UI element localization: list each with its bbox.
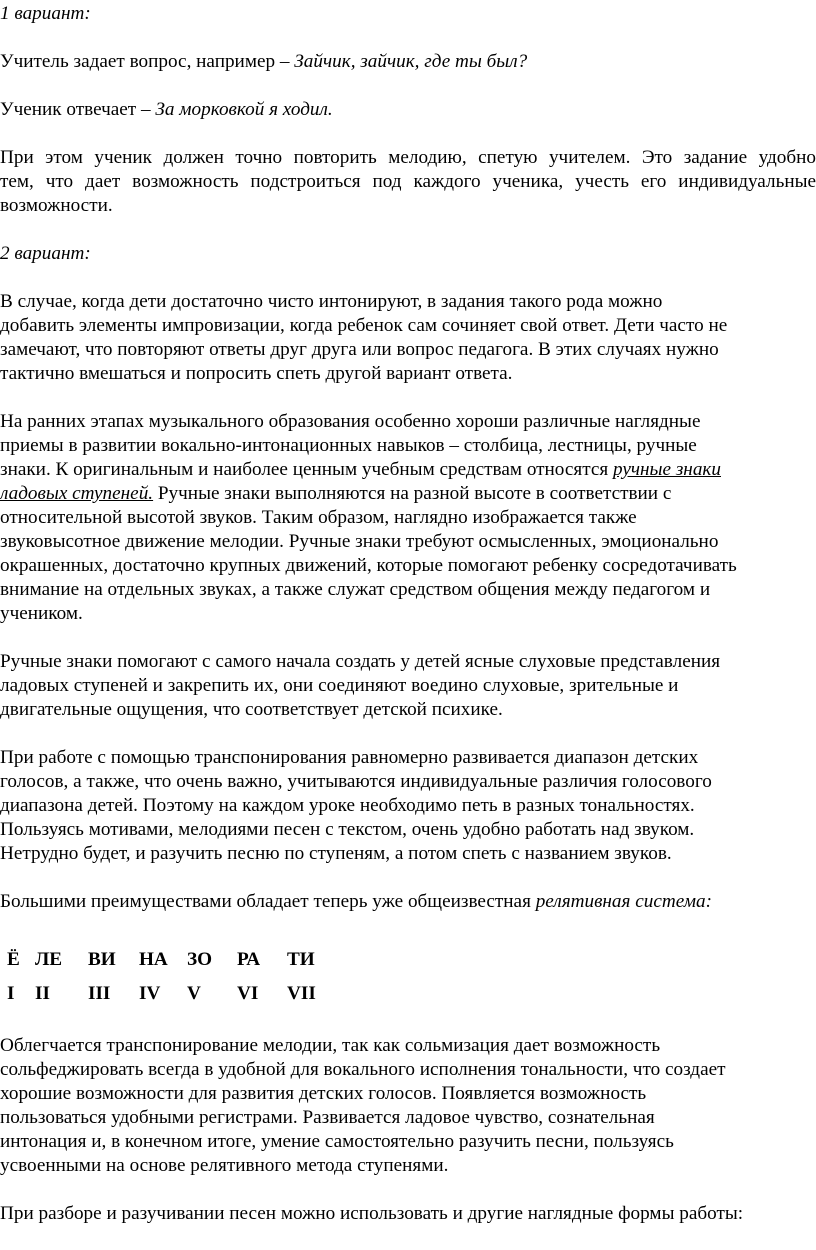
degree-cell: V — [187, 983, 201, 1004]
syllable-cell: ЛЕ — [35, 949, 63, 970]
syllable-cell: РА — [237, 949, 261, 970]
hand-signs-link[interactable]: ручные знаки — [612, 459, 721, 480]
degree-cell: VII — [287, 983, 316, 1004]
syllable-cell: ТИ — [287, 949, 315, 970]
syllable-cell: ЗО — [187, 949, 213, 970]
paragraph-8: При разборе и разучивании песен можно использовать и другие наглядные формы работы: — [0, 1203, 744, 1224]
degree-cell: VI — [237, 983, 259, 1004]
student-answer: Ученик отвечает – За морковкой я ходил. — [0, 99, 333, 120]
syllable-cell: НА — [139, 949, 168, 970]
degree-cell: II — [35, 983, 50, 1004]
question-quote: Зайчик, зайчик, где ты был? — [294, 51, 528, 72]
paragraph-7: Облегчается транспонирование мелодии, так как сольмизация дает возможность сольфеджировать всегда в удобной для вокального исполнения тональности, что создает хорошие возможности для развития детских голосов. Появляется возможность пользоваться удобными регистрами. Развивается ладовое чувство, сознательная интонация и, в конечном итоге, умение самостоятельно разучить песни, пользуясь усвоенными на основе релятивного метода ступенями. — [0, 1035, 726, 1176]
variant-1-heading: 1 вариант: — [0, 3, 91, 24]
degree-cell: I — [7, 983, 15, 1004]
degree-cell: III — [88, 983, 111, 1004]
solfege-table — [7, 948, 327, 1016]
relative-system-term: релятивная система: — [535, 891, 712, 912]
syllable-cell: ВИ — [88, 949, 116, 970]
answer-quote: За морковкой я ходил. — [155, 99, 333, 120]
paragraph-2: В случае, когда дети достаточно чисто интонируют, в задания такого рода можно добавить элементы импровизации, когда ребенок сам сочиняет свой ответ. Дети часто не замечают, что повторяют ответы друг друга или вопрос педагога. В этих случаях нужно тактично вмешаться и попросить спеть другой вариант ответа. — [0, 291, 728, 384]
syllable-cell: Ё — [7, 949, 20, 970]
paragraph-1: При этом ученик должен точно повторить мелодию, спетую учителем. Это задание удобно тем, что дает возможность подстроиться под каждого ученика, учесть его индивидуальные возможности. — [0, 147, 816, 216]
paragraph-5: При работе с помощью транспонирования равномерно развивается диапазон детских голосов, а также, что очень важно, учитываются индивидуальные различия голосового диапазона детей. Поэтому на каждом уроке необходимо петь в разных тональностях. Пользуясь мотивами, мелодиями песен с текстом, очень удобно работать над звуком. Нетрудно будет, и разучить песню по ступеням, а потом спеть с названием звуков. — [0, 747, 712, 864]
paragraph-3: На ранних этапах музыкального образования особенно хороши различные наглядные приемы в развитии вокально-интонационных навыков – столбица, лестницы, ручные знаки. К оригинальным и наиболее ценным учебным средствам относятся ручные знаки ладовых ступеней. Ручные знаки выполняются на разной высоте в соответствии с относительной высотой звуков. Таким образом, наглядно изображается также звуковысотное движение мелодии. Ручные знаки требуют осмысленных, эмоционально окрашенных, достаточно крупных движений, которые помогают ребенку сосредотачивать внимание на отдельных звуках, а также служат средством общения между педагогом и учеником. — [0, 411, 737, 624]
paragraph-6: Большими преимуществами обладает теперь уже общеизвестная релятивная система: — [0, 891, 712, 912]
variant-2-heading: 2 вариант: — [0, 243, 91, 264]
degrees-row — [7, 982, 327, 1016]
syllables-row — [7, 948, 327, 982]
hand-signs-link-continued[interactable]: ладовых ступеней. — [0, 483, 154, 504]
paragraph-4: Ручные знаки помогают с самого начала создать у детей ясные слуховые представления ладовых ступеней и закрепить их, они соединяют воедино слуховые, зрительные и двигательные ощущения, что соответствует детской психике. — [0, 651, 721, 720]
teacher-question: Учитель задает вопрос, например – Зайчик, зайчик, где ты был? — [0, 51, 528, 72]
degree-cell: IV — [139, 983, 161, 1004]
